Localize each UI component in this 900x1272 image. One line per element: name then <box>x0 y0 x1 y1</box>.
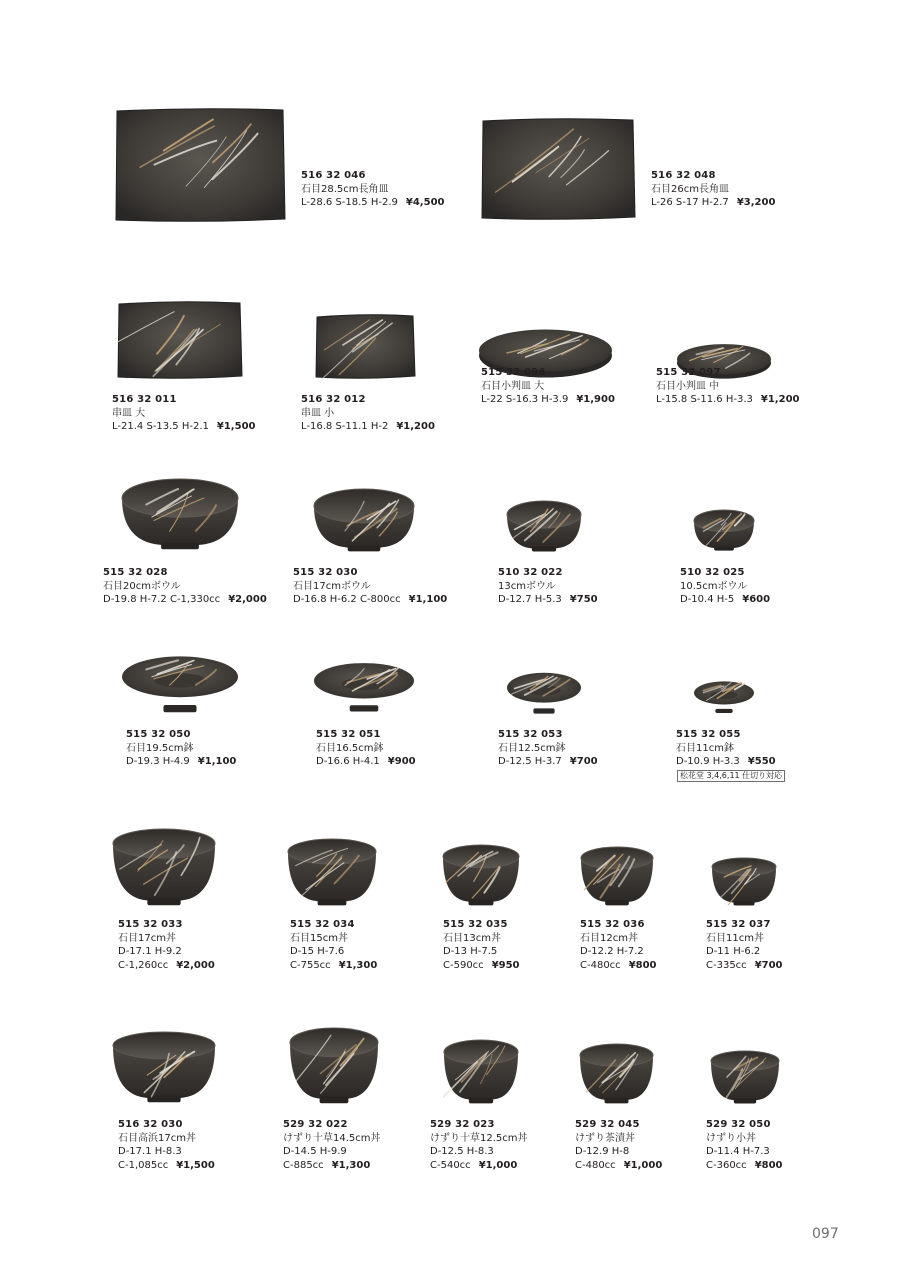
product-spec-line <box>706 1159 783 1173</box>
product-price: ¥800 <box>628 959 657 971</box>
product-name: 石目17cm丼 <box>118 932 176 944</box>
product-spec: C-480cc <box>580 959 621 971</box>
product-spec: C-480cc <box>575 1159 616 1171</box>
product-code: 529 32 045 <box>575 1119 640 1130</box>
product-code: 515 32 036 <box>580 919 645 930</box>
product-spec-line <box>301 196 444 210</box>
compatibility-note: 松花堂 3,4,6,11 仕切り対応 <box>677 770 785 782</box>
product-spec-line <box>283 1145 381 1159</box>
product-price: ¥3,200 <box>736 197 776 208</box>
product-name: けずり十草14.5cm丼 <box>283 1132 381 1144</box>
product-spec-line <box>290 959 377 973</box>
product-name: 石目12.5cm鉢 <box>498 742 566 754</box>
product-price: ¥1,100 <box>408 594 448 605</box>
product-spec: L-16.8 S-11.1 H-2 <box>301 421 389 432</box>
product-image <box>313 661 415 713</box>
product-spec-line <box>481 393 615 407</box>
product-price: ¥1,000 <box>478 1159 518 1171</box>
product-info <box>706 1118 783 1172</box>
product-spec-line <box>443 945 520 959</box>
product-spec: D-16.8 H-6.2 C-800cc <box>293 594 401 605</box>
product-spec: D-10.9 H-3.3 <box>676 756 740 767</box>
product-code: 515 32 053 <box>498 729 563 740</box>
product-spec: D-11 H-6.2 <box>706 946 761 957</box>
product-spec-line <box>112 420 255 434</box>
product-spec: D-14.5 H-9.9 <box>283 1146 347 1157</box>
product-image <box>287 838 377 906</box>
product-price: ¥1,200 <box>760 394 800 405</box>
product-info <box>706 918 783 972</box>
product-info <box>293 566 447 607</box>
product-name: 10.5cmボウル <box>680 580 748 592</box>
product-price: ¥1,300 <box>331 1159 371 1171</box>
product-image <box>480 117 636 221</box>
product-name: 石目16.5cm鉢 <box>316 742 384 754</box>
product-info <box>575 1118 662 1172</box>
product-name: 串皿 小 <box>301 407 335 419</box>
product-image <box>289 1027 379 1104</box>
product-spec-line <box>656 393 799 407</box>
product-name: 石目15cm丼 <box>290 932 348 944</box>
product-price: ¥700 <box>569 756 598 767</box>
product-code: 510 32 022 <box>498 567 563 578</box>
product-spec: D-17.1 H-8.3 <box>118 1146 182 1157</box>
product-price: ¥700 <box>754 959 783 971</box>
product-spec: D-12.7 H-5.3 <box>498 594 562 605</box>
product-image <box>506 671 582 715</box>
product-spec-line <box>706 959 783 973</box>
product-spec: D-12.9 H-8 <box>575 1146 630 1157</box>
product-spec-line <box>580 959 657 973</box>
product-price: ¥900 <box>387 756 416 767</box>
product-spec: C-1,085cc <box>118 1159 169 1171</box>
product-image <box>121 478 239 550</box>
product-info <box>498 728 598 769</box>
product-image <box>114 107 286 223</box>
product-code: 516 32 030 <box>118 1119 183 1130</box>
product-spec: D-13 H-7.5 <box>443 946 498 957</box>
product-info <box>580 918 657 972</box>
product-spec-line <box>676 755 776 769</box>
product-info <box>283 1118 381 1172</box>
product-image <box>711 857 777 906</box>
product-code: 529 32 022 <box>283 1119 348 1130</box>
product-spec: L-21.4 S-13.5 H-2.1 <box>112 421 209 432</box>
product-spec: L-28.6 S-18.5 H-2.9 <box>301 197 398 208</box>
product-name: 石目19.5cm鉢 <box>126 742 194 754</box>
product-price: ¥800 <box>754 1159 783 1171</box>
product-code: 516 32 046 <box>301 170 366 181</box>
product-spec: C-360cc <box>706 1159 747 1171</box>
product-spec-line <box>706 945 783 959</box>
product-info <box>126 728 236 769</box>
product-spec: D-12.2 H-7.2 <box>580 946 644 957</box>
product-name: 石目小判皿 大 <box>481 380 545 392</box>
product-name: けずり茶漬丼 <box>575 1132 635 1144</box>
product-code: 515 32 033 <box>118 919 183 930</box>
product-info <box>301 393 435 434</box>
product-code: 516 32 011 <box>112 394 177 405</box>
product-spec: D-19.3 H-4.9 <box>126 756 190 767</box>
product-image <box>121 654 239 714</box>
product-image <box>580 846 654 906</box>
product-info <box>481 366 615 407</box>
product-spec-line <box>680 593 770 607</box>
product-info <box>112 393 255 434</box>
product-info <box>498 566 598 607</box>
product-name: 石目13cm丼 <box>443 932 501 944</box>
product-spec-line <box>498 593 598 607</box>
product-name: 石目28.5cm長角皿 <box>301 183 389 195</box>
product-spec: C-335cc <box>706 959 747 971</box>
product-code: 516 32 048 <box>651 170 716 181</box>
product-image <box>579 1043 654 1104</box>
product-price: ¥1,000 <box>623 1159 663 1171</box>
product-info <box>656 366 799 407</box>
product-spec-line <box>118 1159 215 1173</box>
product-code: 515 32 051 <box>316 729 381 740</box>
product-image <box>693 509 755 551</box>
product-spec: D-19.8 H-7.2 C-1,330cc <box>103 594 221 605</box>
product-spec: D-15 H-7.6 <box>290 946 345 957</box>
product-spec: D-12.5 H-3.7 <box>498 756 562 767</box>
product-spec: D-17.1 H-9.2 <box>118 946 182 957</box>
product-name: けずり十草12.5cm丼 <box>430 1132 528 1144</box>
product-price: ¥1,500 <box>216 421 256 432</box>
product-image <box>112 1031 216 1103</box>
product-spec-line <box>301 420 435 434</box>
product-info <box>290 918 377 972</box>
product-spec-line <box>316 755 416 769</box>
product-image <box>710 1050 780 1104</box>
product-price: ¥2,000 <box>176 959 215 971</box>
product-info <box>301 169 444 210</box>
product-spec: D-11.4 H-7.3 <box>706 1146 770 1157</box>
product-code: 515 32 096 <box>481 367 546 378</box>
product-spec-line <box>706 1145 783 1159</box>
product-spec-line <box>118 945 215 959</box>
product-code: 515 32 030 <box>293 567 358 578</box>
product-name: 串皿 大 <box>112 407 146 419</box>
product-spec: D-10.4 H-5 <box>680 594 735 605</box>
product-name: 石目12cm丼 <box>580 932 638 944</box>
product-price: ¥750 <box>569 594 598 605</box>
page-number: 097 <box>812 1226 839 1242</box>
product-name: 13cmボウル <box>498 580 556 592</box>
product-name: 石目20cmボウル <box>103 580 181 592</box>
product-price: ¥1,100 <box>197 756 237 767</box>
product-code: 529 32 050 <box>706 1119 771 1130</box>
product-code: 515 32 097 <box>656 367 721 378</box>
product-name: 石目17cmボウル <box>293 580 371 592</box>
product-spec: D-16.6 H-4.1 <box>316 756 380 767</box>
product-code: 510 32 025 <box>680 567 745 578</box>
product-spec-line <box>430 1145 528 1159</box>
product-spec-line <box>498 755 598 769</box>
product-info <box>680 566 770 607</box>
product-spec: C-1,260cc <box>118 959 169 971</box>
product-image <box>314 313 416 380</box>
product-spec-line <box>651 196 775 210</box>
product-spec: C-755cc <box>290 959 331 971</box>
product-name: けずり小丼 <box>706 1132 756 1144</box>
product-image <box>112 828 216 906</box>
product-image <box>313 488 415 552</box>
product-name: 石目11cm丼 <box>706 932 764 944</box>
product-info <box>118 1118 215 1172</box>
product-spec-line <box>283 1159 381 1173</box>
product-code: 515 32 037 <box>706 919 771 930</box>
product-code: 515 32 050 <box>126 729 191 740</box>
product-spec-line <box>430 1159 528 1173</box>
product-info <box>443 918 520 972</box>
product-info <box>316 728 416 769</box>
product-price: ¥1,500 <box>176 1159 215 1171</box>
product-spec-line <box>118 1145 215 1159</box>
product-code: 529 32 023 <box>430 1119 495 1130</box>
product-spec-line <box>103 593 267 607</box>
product-code: 516 32 012 <box>301 394 366 405</box>
product-spec: L-26 S-17 H-2.7 <box>651 197 729 208</box>
product-code: 515 32 035 <box>443 919 508 930</box>
product-image <box>116 300 243 380</box>
product-spec: L-22 S-16.3 H-3.9 <box>481 394 569 405</box>
product-image <box>443 1039 519 1104</box>
product-name: 石目高浜17cm丼 <box>118 1132 196 1144</box>
product-spec-line <box>126 755 236 769</box>
product-name: 石目小判皿 中 <box>656 380 720 392</box>
product-code: 515 32 034 <box>290 919 355 930</box>
product-spec: C-590cc <box>443 959 484 971</box>
product-spec-line <box>443 959 520 973</box>
product-image <box>693 680 755 714</box>
product-info <box>651 169 775 210</box>
product-spec-line <box>290 945 377 959</box>
product-image <box>442 844 520 906</box>
product-spec-line <box>118 959 215 973</box>
product-spec: L-15.8 S-11.6 H-3.3 <box>656 394 753 405</box>
product-name: 石目11cm鉢 <box>676 742 734 754</box>
product-price: ¥950 <box>491 959 520 971</box>
product-spec-line <box>575 1145 662 1159</box>
product-spec: C-885cc <box>283 1159 324 1171</box>
product-info <box>430 1118 528 1172</box>
product-spec-line <box>575 1159 662 1173</box>
product-info <box>676 728 776 769</box>
product-price: ¥1,900 <box>576 394 615 405</box>
product-price: ¥550 <box>747 756 776 767</box>
product-name: 石目26cm長角皿 <box>651 183 729 195</box>
product-spec: C-540cc <box>430 1159 471 1171</box>
product-spec-line <box>293 593 447 607</box>
product-spec: D-12.5 H-8.3 <box>430 1146 494 1157</box>
product-price: ¥4,500 <box>405 197 445 208</box>
product-price: ¥2,000 <box>228 594 267 605</box>
product-price: ¥1,200 <box>396 421 435 432</box>
product-price: ¥600 <box>742 594 771 605</box>
product-code: 515 32 055 <box>676 729 741 740</box>
product-info <box>118 918 215 972</box>
product-spec-line <box>580 945 657 959</box>
product-code: 515 32 028 <box>103 567 168 578</box>
product-price: ¥1,300 <box>338 959 378 971</box>
product-info <box>103 566 267 607</box>
product-image <box>506 500 582 552</box>
